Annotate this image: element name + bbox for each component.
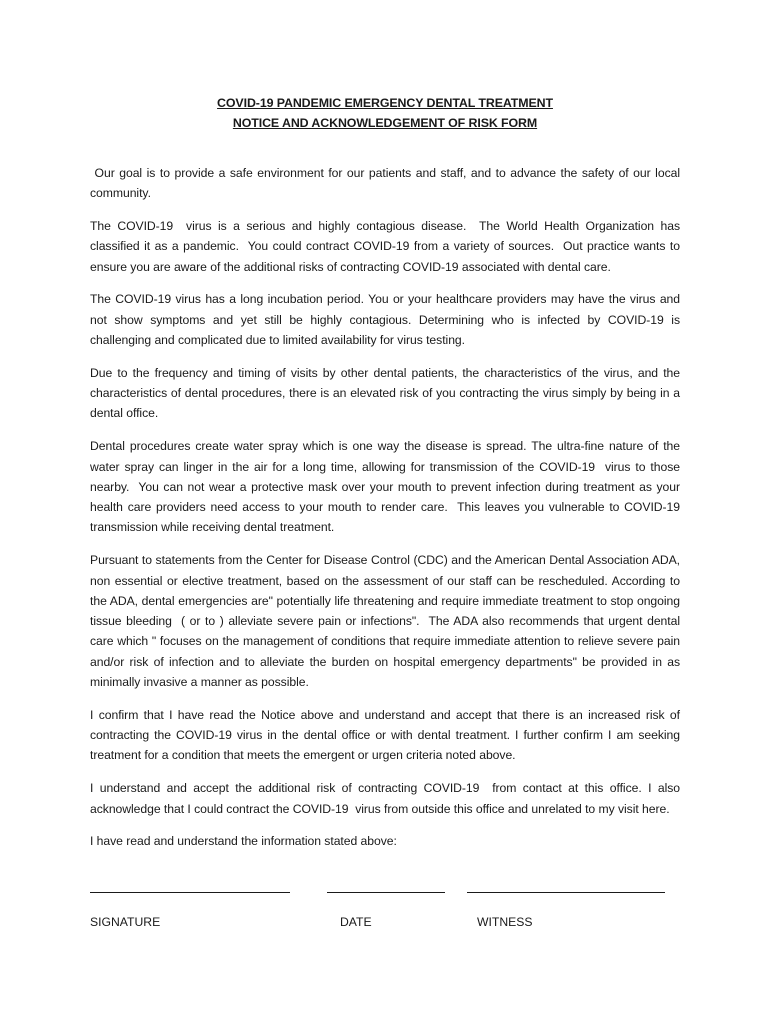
- date-line[interactable]: [327, 880, 445, 893]
- paragraph-incubation: The COVID-19 virus has a long incubation period. You or your healthcare providers may have the virus and not show symptoms and yet still be highly contagious. Determining who is infected by COVID-19 is challenging and complicated due to limited availability for virus testing.: [90, 292, 680, 348]
- signature-line[interactable]: [90, 880, 290, 893]
- paragraph-goal: Our goal is to provide a safe environment for our patients and staff, and to advance the safety of our local community.: [90, 166, 684, 201]
- date-label: DATE: [340, 915, 372, 929]
- witness-line[interactable]: [467, 880, 665, 893]
- signature-lines: [90, 880, 690, 894]
- paragraph-statement: I have read and understand the information stated above:: [90, 834, 397, 849]
- document-title-line-2: NOTICE AND ACKNOWLEDGEMENT OF RISK FORM: [232, 116, 538, 130]
- witness-label: WITNESS: [477, 915, 533, 929]
- document-body: [90, 163, 687, 864]
- paragraph-elevated-risk: Due to the frequency and timing of visits by other dental patients, the characteristics of the virus, and the characteristics of dental procedures, there is an elevated risk of you contracting the virus simply by being in a dental office.: [90, 365, 680, 421]
- document-title-line-1: COVID-19 PANDEMIC EMERGENCY DENTAL TREATMENT: [217, 96, 553, 110]
- paragraph-acceptance: I understand and accept the additional risk of contracting COVID-19 from contact at this office. I also acknowledge that I could contract the COVID-19 virus from outside this office and unrelated to my visit here.: [90, 781, 684, 816]
- paragraph-water-spray: Dental procedures create water spray which is one way the disease is spread. The ultra-fine nature of the water spray can linger in the air for a long time, allowing for transmission of the COVID-19 virus to those nearby. You can not wear a protective mask over your mouth to prevent infection during treatment as your health care providers need access to your mouth to render care. This leaves you vulnerable to COVID-19 transmission while receiving dental treatment.: [90, 439, 687, 535]
- signature-label: SIGNATURE: [90, 915, 161, 929]
- paragraph-covid-contagious: The COVID-19 virus is a serious and highly contagious disease. The World Health Organization has classified it as a pandemic. You could contract COVID-19 from a variety of sources. Out practice wants to ensure you are aware of the additional risks of contracting COVID-19 associated with dental care.: [90, 219, 684, 274]
- paragraph-confirmation: I confirm that I have read the Notice above and understand and accept that there is an increased risk of contracting the COVID-19 virus in the dental office or with dental treatment. I further confirm I am seeking treatment for a condition that meets the emergent or urgen criteria noted above.: [90, 707, 680, 763]
- paragraph-cdc-ada: Pursuant to statements from the Center for Disease Control (CDC) and the American Dental Association ADA, non essential or elective treatment, based on the assessment of our staff can be rescheduled. According to the ADA, dental emergencies are" potentially life threatening and require immediate treatment to stop ongoing tissue bleeding ( or to ) alleviate severe pain or infections". The ADA also recommends that urgent dental care which " focuses on the management of conditions that require immediate attention to relieve severe pain and/or risk of infection and to alleviate the burden on hospital emergency departments" be provided in as minimally invasive a manner as possible.: [90, 553, 684, 690]
